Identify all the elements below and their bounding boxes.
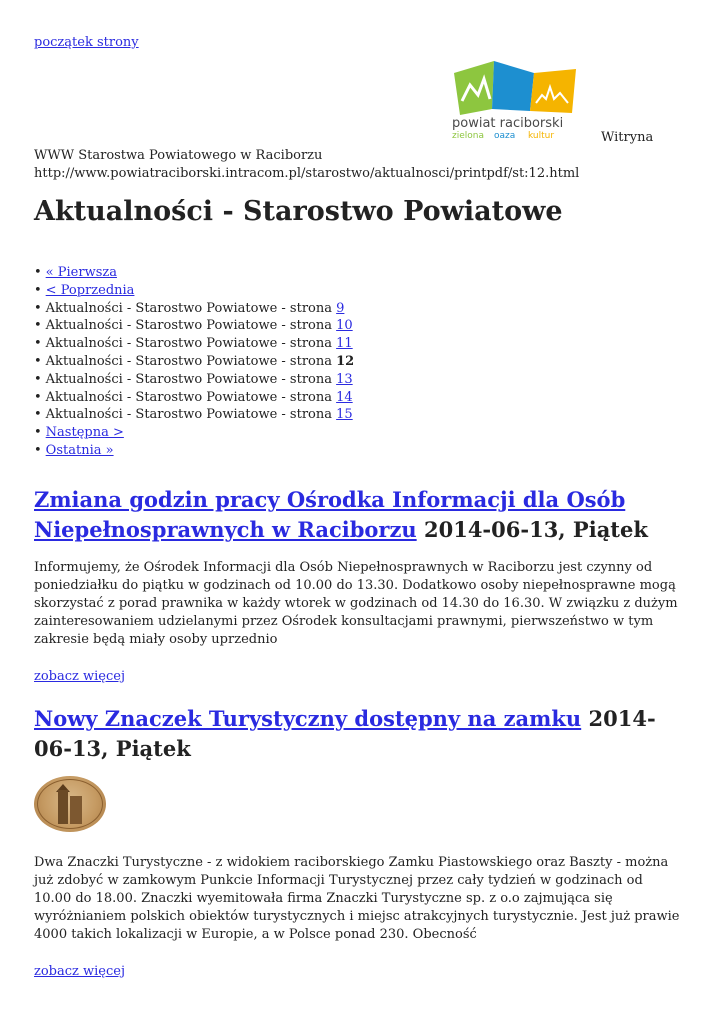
pager-prev bbox=[34, 282, 354, 300]
logo-tagline-2: oaza bbox=[494, 131, 516, 141]
pager-item: • Aktualności - Starostwo Powiatowe - strona 9 bbox=[34, 300, 354, 318]
pagination bbox=[34, 264, 354, 460]
page-link-9[interactable]: 9 bbox=[336, 300, 345, 316]
logo-yellow-panel bbox=[530, 69, 576, 113]
first-page-link[interactable]: « Pierwsza bbox=[45, 265, 117, 280]
pager-last bbox=[34, 442, 354, 460]
pager-first bbox=[34, 264, 354, 282]
article-heading bbox=[34, 704, 684, 764]
top-of-page-link[interactable]: początek strony bbox=[34, 35, 139, 50]
site-url: http://www.powiatraciborski.intracom.pl/starostwo/aktualnosci/printpdf/st:12.html bbox=[34, 166, 580, 181]
article-excerpt: Dwa Znaczki Turystyczne - z widokiem raciborskiego Zamku Piastowskiego oraz Baszty - można już zdobyć w zamkowym Punkcie Informacji Turystycznej przez cały tydzień w godzinach od 10.00 do 18.00. Znaczki wyemitowała firma Znaczki Turystyczne sp. z o.o zajmująca się wyróżnianiem polskich obiektów turystycznych i miejsc atrakcyjnych turystycznie. Jest już prawie 4000 takich lokalizacji w Europie, a w Polsce ponad 230. Obecność bbox=[34, 855, 680, 942]
read-more-link[interactable]: zobacz więcej bbox=[34, 669, 125, 684]
site-info bbox=[34, 147, 579, 183]
page-title: Aktualności - Starostwo Powiatowe bbox=[34, 196, 563, 227]
powiat-raciborski-logo bbox=[450, 55, 580, 141]
pager-item: • Aktualności - Starostwo Powiatowe - strona 11 bbox=[34, 335, 354, 353]
pager-item: • Aktualności - Starostwo Powiatowe - strona 10 bbox=[34, 317, 354, 335]
site-name: WWW Starostwa Powiatowego w Raciborzu bbox=[34, 148, 323, 163]
page-link-15[interactable]: 15 bbox=[336, 407, 353, 423]
article-2 bbox=[34, 704, 684, 979]
tourist-stamp-image bbox=[34, 776, 106, 832]
current-page: 12 bbox=[336, 353, 355, 369]
article-heading bbox=[34, 485, 684, 545]
logo-name: powiat raciborski bbox=[452, 116, 564, 131]
read-more-link[interactable]: zobacz więcej bbox=[34, 964, 125, 979]
prev-page-link[interactable]: < Poprzednia bbox=[45, 282, 135, 298]
pager-item: • Aktualności - Starostwo Powiatowe - strona 12 bbox=[34, 353, 354, 371]
page-link-11[interactable]: 11 bbox=[336, 336, 353, 352]
pager-item: • Aktualności - Starostwo Powiatowe - strona 13 bbox=[34, 371, 354, 389]
logo-tagline-1: zielona bbox=[452, 131, 484, 141]
next-page-link[interactable]: Następna > bbox=[45, 425, 124, 441]
logo-blue-panel bbox=[492, 61, 534, 111]
article-title-link[interactable]: Nowy Znaczek Turystyczny dostępny na zamku bbox=[34, 706, 582, 731]
logo-tagline-3: kultur bbox=[528, 131, 555, 141]
article-title-link[interactable]: Zmiana godzin pracy Ośrodka Informacji dla Osób Niepełnosprawnych w Raciborzu bbox=[34, 487, 626, 542]
page-link-13[interactable]: 13 bbox=[336, 371, 353, 387]
article-1 bbox=[34, 485, 684, 684]
pager-next bbox=[34, 424, 354, 442]
article-date: 2014-06-13, Piątek bbox=[423, 517, 648, 542]
article-excerpt: Informujemy, że Ośrodek Informacji dla Osób Niepełnosprawnych w Raciborzu jest czynny od poniedziałku do piątku w godzinach od 10.00 do 13.30. Dodatkowo osoby niepełnosprawne mogą skorzystać z porad prawnika w każdy wtorek w godzinach od 14.30 do 16.30. W związku z dużym zainteresowaniem udzielanymi przez Ośrodek konsultacjami prawnymi, pierwszeństwo w tym zakresie będą miały osoby uprzednio bbox=[34, 560, 678, 647]
page-link-10[interactable]: 10 bbox=[336, 318, 353, 334]
site-caption: Witryna bbox=[601, 130, 654, 145]
article-date: 2014-06-13, Piątek bbox=[34, 706, 656, 761]
last-page-link[interactable]: Ostatnia » bbox=[45, 442, 114, 458]
pager-item: • Aktualności - Starostwo Powiatowe - strona 14 bbox=[34, 389, 354, 407]
pager-item: • Aktualności - Starostwo Powiatowe - strona 15 bbox=[34, 406, 354, 424]
page-link-14[interactable]: 14 bbox=[336, 389, 353, 405]
